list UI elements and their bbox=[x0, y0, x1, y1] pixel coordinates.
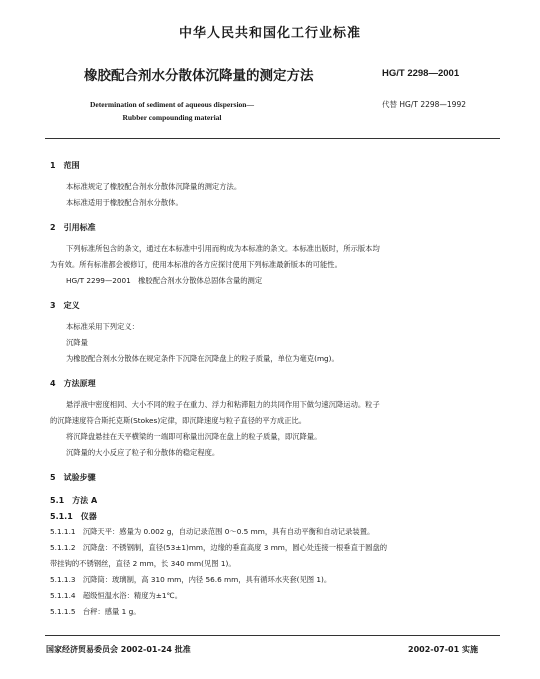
item-5-1-1-4: 5.1.1.4 超级恒温水浴：精度为±1℃。 bbox=[50, 591, 183, 600]
organization-title: 中华人民共和国化工行业标准 bbox=[178, 26, 361, 41]
item-5-1-1-2b: 带挂钩的不锈钢丝，直径 2 mm，长 340 mm(见图 1)。 bbox=[50, 559, 236, 568]
section-4-paragraph-3: 沉降量的大小反应了粒子和分散体的稳定程度。 bbox=[66, 448, 220, 457]
implementation-date: 2002-07-01 实施 bbox=[408, 645, 478, 654]
section-2-paragraph-1a: 下列标准所包含的条文，通过在本标准中引用而构成为本标准的条文。本标准出版时，所示版本均 bbox=[66, 244, 380, 253]
section-1-paragraph-2: 本标准适用于橡胶配合剂水分散体。 bbox=[66, 198, 183, 207]
section-2-reference: HG/T 2299—2001 橡胶配合剂水分散体总固体含量的测定 bbox=[66, 276, 263, 285]
item-5-1-1-5: 5.1.1.5 台秤：感量 1 g。 bbox=[50, 607, 141, 616]
section-5-1-heading: 5.1 方法 A bbox=[50, 496, 98, 505]
section-4-paragraph-1a: 悬浮液中密度相同、大小不同的粒子在重力、浮力和粘滞阻力的共同作用下做匀速沉降运动。粒子 bbox=[66, 400, 380, 409]
replaces-note: 代替 HG/T 2298—1992 bbox=[382, 100, 467, 109]
standard-title: 橡胶配合剂水分散体沉降量的测定方法 bbox=[84, 68, 314, 84]
section-5-heading: 5 试验步骤 bbox=[50, 473, 96, 482]
english-title-line2: Rubber compounding material bbox=[122, 113, 222, 122]
section-3-term: 沉降量 bbox=[66, 338, 88, 347]
approval-line: 国家经济贸易委员会 2002-01-24 批准 bbox=[46, 645, 191, 654]
section-5-1-1-heading: 5.1.1 仪器 bbox=[50, 512, 97, 521]
footer-divider bbox=[45, 635, 500, 636]
header-divider bbox=[45, 138, 500, 139]
section-4-heading: 4 方法原理 bbox=[50, 379, 96, 388]
section-3-definition: 为橡胶配合剂水分散体在规定条件下沉降在沉降盘上的粒子质量，单位为毫克(mg)。 bbox=[66, 354, 339, 363]
item-5-1-1-2a: 5.1.1.2 沉降盘：不锈钢制，直径(53±1)mm，边缘的垂直高度 3 mm，圆心处连接一根垂直于圆盘的 bbox=[50, 543, 388, 552]
standard-code: HG/T 2298—2001 bbox=[382, 68, 460, 79]
english-title bbox=[90, 98, 254, 124]
item-5-1-1-1: 5.1.1.1 沉降天平：感量为 0.002 g，自动记录范围 0～0.5 mm，具有自动平衡和自动记录装置。 bbox=[50, 527, 375, 536]
section-4-paragraph-1b: 的沉降速度符合斯托克斯(Stokes)定律，即沉降速度与粒子直径的平方成正比。 bbox=[50, 416, 307, 425]
section-1-heading: 1 范围 bbox=[50, 161, 80, 170]
section-1-paragraph-1: 本标准规定了橡胶配合剂水分散体沉降量的测定方法。 bbox=[66, 182, 242, 191]
english-title-line1: Determination of sediment of aqueous dispersion— bbox=[90, 100, 254, 109]
section-3-heading: 3 定义 bbox=[50, 301, 80, 310]
item-5-1-1-3: 5.1.1.3 沉降筒：玻璃制，高 310 mm，内径 56.6 mm，具有循环水夹套(见图 1)。 bbox=[50, 575, 332, 584]
section-2-heading: 2 引用标准 bbox=[50, 223, 96, 232]
section-3-paragraph-1: 本标准采用下列定义： bbox=[66, 322, 139, 331]
section-2-paragraph-1b: 为有效。所有标准都会被修订，使用本标准的各方应探讨使用下列标准最新版本的可能性。 bbox=[50, 260, 342, 269]
section-4-paragraph-2: 将沉降盘悬挂在天平横梁的一端即可称量出沉降在盘上的粒子质量，即沉降量。 bbox=[66, 432, 322, 441]
